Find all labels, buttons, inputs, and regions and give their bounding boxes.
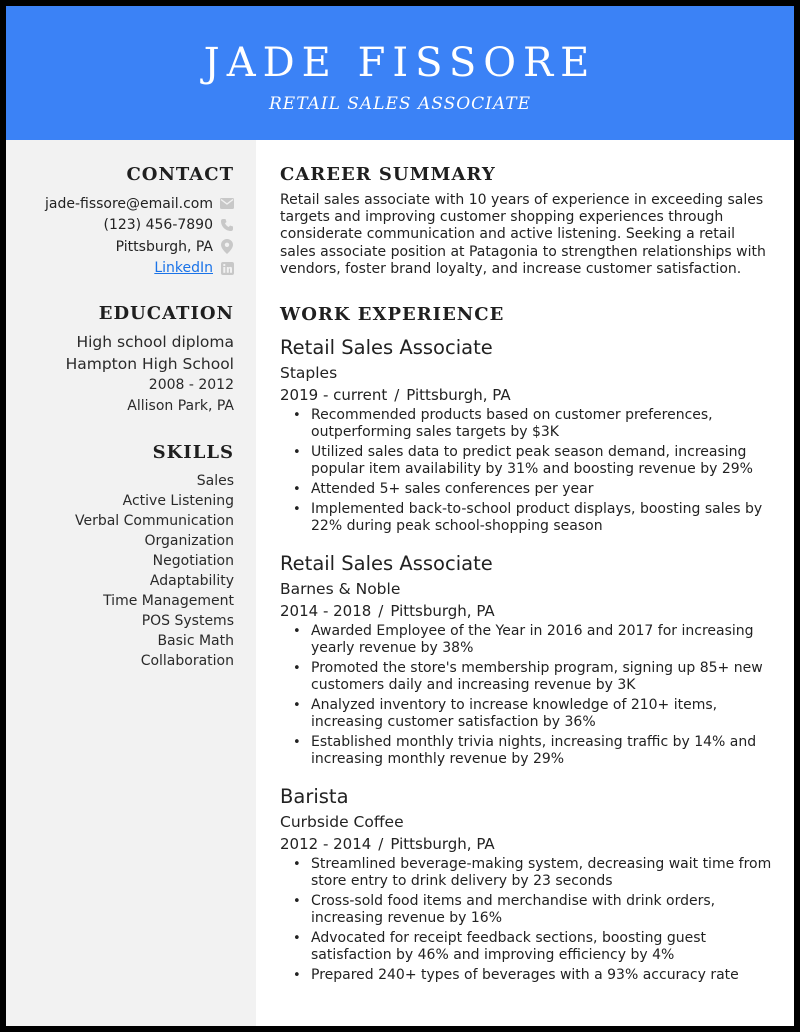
- job-bullet: • Established monthly trivia nights, increasing traffic by 14% and increasing monthly revenue by 29%: [280, 734, 774, 768]
- job-bullet: • Prepared 240+ types of beverages with a 93% accuracy rate: [280, 967, 774, 984]
- linkedin-icon: [220, 261, 234, 275]
- skill-item: Time Management: [103, 593, 234, 609]
- skill-item: Adaptability: [149, 573, 234, 589]
- skills-heading: SKILLS: [152, 442, 234, 463]
- skill-item: POS Systems: [141, 613, 234, 629]
- job-bullet: • Cross-sold food items and merchandise with drink orders, increasing revenue by 16%: [280, 893, 774, 927]
- job-bullet: • Recommended products based on customer preferences, outperforming sales targets by $3K: [280, 407, 774, 441]
- job-bullet: • Advocated for receipt feedback sections, boosting guest satisfaction by 46% and improving efficiency by 4%: [280, 930, 774, 964]
- education-years: 2008 - 2012: [148, 377, 234, 393]
- job-separator: /: [378, 602, 384, 621]
- skill-item: Verbal Communication: [74, 513, 234, 529]
- education-school: Hampton High School: [65, 355, 234, 373]
- education-location: Allison Park, PA: [127, 397, 234, 414]
- map-pin-icon: [220, 240, 234, 254]
- job-separator: /: [394, 386, 400, 405]
- skill-item: Collaboration: [140, 653, 234, 669]
- skill-item: Basic Math: [157, 633, 234, 649]
- job-meta: [280, 601, 774, 622]
- job-bullet: • Analyzed inventory to increase knowledge of 210+ items, increasing customer satisfaction by 36%: [280, 697, 774, 731]
- job-company: Barnes & Noble: [280, 580, 401, 599]
- contact-linkedin-row: [6, 258, 234, 280]
- job-title: Retail Sales Associate: [280, 552, 493, 576]
- job-location: Pittsburgh, PA: [406, 386, 511, 405]
- contact-phone-row: [6, 215, 234, 237]
- contact-phone[interactable]: (123) 456-7890: [103, 217, 213, 234]
- job-location: Pittsburgh, PA: [390, 835, 495, 854]
- job-bullet: • Promoted the store's membership program, signing up 85+ new customers daily and increasing revenue by 3K: [280, 660, 774, 694]
- job-bullet: • Streamlined beverage-making system, decreasing wait time from store entry to drink delivery by 23 seconds: [280, 856, 774, 890]
- career-summary-heading: CAREER SUMMARY: [280, 164, 496, 185]
- education-heading: EDUCATION: [98, 303, 234, 324]
- job-dates: 2019 - current: [280, 386, 388, 405]
- job-bullet: • Implemented back-to-school product displays, boosting sales by 22% during peak school-shopping season: [280, 501, 774, 535]
- skill-item: Active Listening: [122, 493, 234, 509]
- phone-icon: [220, 218, 234, 232]
- sidebar: [6, 140, 256, 1032]
- contact-location-row: [6, 236, 234, 258]
- job-title: Barista: [280, 785, 349, 809]
- candidate-name: JADE FISSORE: [203, 40, 597, 86]
- job-bullet: • Attended 5+ sales conferences per year: [280, 481, 774, 498]
- education-entry: [6, 331, 234, 416]
- job-bullets: [280, 856, 774, 984]
- skill-item: Organization: [144, 533, 234, 549]
- job-bullet: • Utilized sales data to predict peak season demand, increasing popular item availability by 31% and boosting revenue by 29%: [280, 444, 774, 478]
- envelope-icon: [220, 197, 234, 211]
- job-meta: [280, 834, 774, 855]
- job-dates: 2012 - 2014: [280, 835, 372, 854]
- job-company: Staples: [280, 364, 338, 383]
- job-title: Retail Sales Associate: [280, 336, 493, 360]
- work-experience-heading: WORK EXPERIENCE: [280, 304, 505, 326]
- job-company: Curbside Coffee: [280, 813, 404, 832]
- contact-location: Pittsburgh, PA: [115, 238, 213, 255]
- contact-email-row: [6, 193, 234, 215]
- linkedin-link[interactable]: LinkedIn: [154, 260, 213, 277]
- contact-email[interactable]: jade-fissore@email.com: [44, 195, 213, 212]
- contact-heading: CONTACT: [126, 164, 234, 185]
- job-location: Pittsburgh, PA: [390, 602, 495, 621]
- job-entry-barnes-noble: [280, 551, 774, 768]
- job-meta: [280, 385, 774, 406]
- job-bullets: [280, 407, 774, 535]
- job-separator: /: [378, 835, 384, 854]
- candidate-title: RETAIL SALES ASSOCIATE: [268, 94, 531, 114]
- contact-list: [6, 193, 234, 279]
- job-dates: 2014 - 2018: [280, 602, 372, 621]
- job-entry-curbside-coffee: [280, 784, 774, 984]
- main-content: [280, 140, 774, 987]
- skill-item: Sales: [196, 473, 234, 489]
- job-bullets: [280, 623, 774, 768]
- job-entry-staples: [280, 335, 774, 535]
- job-bullet: • Awarded Employee of the Year in 2016 and 2017 for increasing yearly revenue by 38%: [280, 623, 774, 657]
- education-degree: High school diploma: [76, 333, 234, 351]
- career-summary-text: Retail sales associate with 10 years of experience in exceeding sales targets and improving customer shopping experiences through considerate communication and active listening. Seeking a retail sales associate position at Patagonia to strengthen relationships with vendors, foster brand loyalty, and increase customer satisfaction.: [280, 192, 766, 277]
- skills-list: [6, 471, 234, 671]
- skill-item: Negotiation: [152, 553, 234, 569]
- resume-header: [6, 6, 794, 140]
